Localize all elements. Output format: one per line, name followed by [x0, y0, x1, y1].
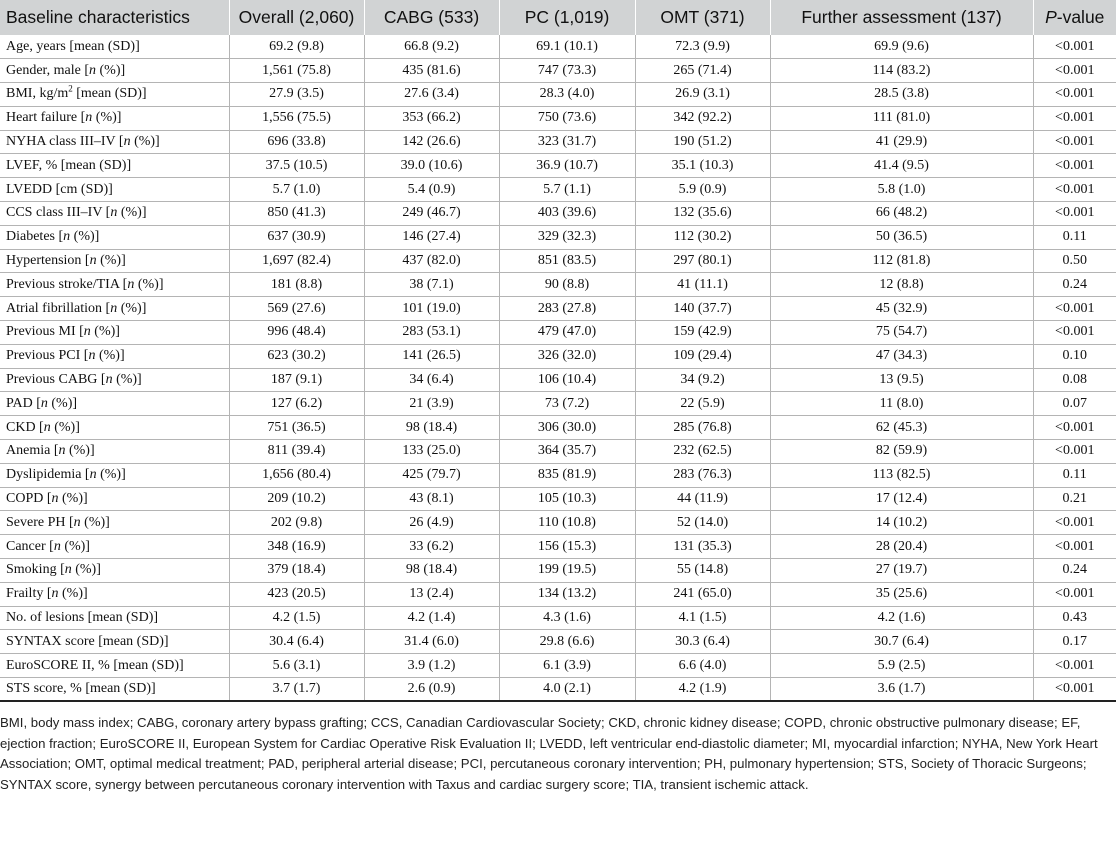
- table-row: [0, 392, 1116, 416]
- table-cell: 132 (35.6): [635, 202, 770, 226]
- row-label: Previous stroke/TIA [n (%)]: [0, 273, 229, 297]
- table-cell: 17 (12.4): [770, 487, 1033, 511]
- row-label: CCS class III–IV [n (%)]: [0, 202, 229, 226]
- table-cell: 41.4 (9.5): [770, 154, 1033, 178]
- table-cell: 11 (8.0): [770, 392, 1033, 416]
- table-row: [0, 630, 1116, 654]
- table-cell: 21 (3.9): [364, 392, 499, 416]
- table-row: [0, 344, 1116, 368]
- table-cell: 5.6 (3.1): [229, 654, 364, 678]
- table-row: [0, 106, 1116, 130]
- table-cell: 437 (82.0): [364, 249, 499, 273]
- table-cell: 43 (8.1): [364, 487, 499, 511]
- table-cell: <0.001: [1033, 297, 1116, 321]
- table-cell: 98 (18.4): [364, 416, 499, 440]
- table-cell: 27 (19.7): [770, 559, 1033, 583]
- table-cell: 30.7 (6.4): [770, 630, 1033, 654]
- table-cell: 113 (82.5): [770, 463, 1033, 487]
- table-cell: 66 (48.2): [770, 202, 1033, 226]
- table-cell: 4.0 (2.1): [499, 678, 635, 702]
- table-row: [0, 321, 1116, 345]
- header-row: [0, 0, 1116, 35]
- row-label: Previous PCI [n (%)]: [0, 344, 229, 368]
- table-cell: <0.001: [1033, 582, 1116, 606]
- table-cell: 285 (76.8): [635, 416, 770, 440]
- table-footnote: BMI, body mass index; CABG, coronary artery bypass grafting; CCS, Canadian Cardiovascular Society; CKD, chronic kidney disease; COPD, chronic obstructive pulmonary disease; EF, ejection fraction; EuroSCORE II, European System for Cardiac Operative Risk Evaluation II; LVEDD, left ventricular end-diastolic diameter; MI, myocardial infarction; NYHA, New York Heart Association; OMT, optimal medical treatment; PAD, peripheral arterial disease; PCI, percutaneous coronary intervention; PH, pulmonary hypertension; STS, Society of Thoracic Surgeons; SYNTAX score, synergy between percutaneous coronary intervention with Taxus and cardiac surgery score; TIA, transient ischemic attack.: [0, 715, 1098, 792]
- table-row: [0, 606, 1116, 630]
- table-cell: 5.9 (0.9): [635, 178, 770, 202]
- table-cell: 5.8 (1.0): [770, 178, 1033, 202]
- table-row: [0, 297, 1116, 321]
- row-label: COPD [n (%)]: [0, 487, 229, 511]
- table-cell: 156 (15.3): [499, 535, 635, 559]
- table-cell: 35.1 (10.3): [635, 154, 770, 178]
- table-cell: 112 (81.8): [770, 249, 1033, 273]
- table-cell: 0.10: [1033, 344, 1116, 368]
- table-cell: 323 (31.7): [499, 130, 635, 154]
- table-cell: 34 (6.4): [364, 368, 499, 392]
- table-cell: 249 (46.7): [364, 202, 499, 226]
- table-cell: 0.24: [1033, 273, 1116, 297]
- table-cell: 4.3 (1.6): [499, 606, 635, 630]
- table-cell: 283 (27.8): [499, 297, 635, 321]
- header-omt: OMT (371): [635, 0, 770, 35]
- table-cell: 75 (54.7): [770, 321, 1033, 345]
- table-row: [0, 225, 1116, 249]
- row-label: Cancer [n (%)]: [0, 535, 229, 559]
- row-label: LVEDD [cm (SD)]: [0, 178, 229, 202]
- table-cell: 283 (76.3): [635, 463, 770, 487]
- table-row: [0, 35, 1116, 59]
- table-cell: 835 (81.9): [499, 463, 635, 487]
- table-cell: 232 (62.5): [635, 440, 770, 464]
- table-cell: 0.08: [1033, 368, 1116, 392]
- table-cell: 3.9 (1.2): [364, 654, 499, 678]
- table-cell: 4.2 (1.5): [229, 606, 364, 630]
- table-row: [0, 273, 1116, 297]
- table-cell: 44 (11.9): [635, 487, 770, 511]
- row-label: Frailty [n (%)]: [0, 582, 229, 606]
- table-row: [0, 582, 1116, 606]
- row-label: Severe PH [n (%)]: [0, 511, 229, 535]
- table-cell: 26 (4.9): [364, 511, 499, 535]
- table-row: [0, 83, 1116, 107]
- header-pc: PC (1,019): [499, 0, 635, 35]
- table-cell: 751 (36.5): [229, 416, 364, 440]
- table-cell: <0.001: [1033, 440, 1116, 464]
- table-cell: 66.8 (9.2): [364, 35, 499, 59]
- table-cell: 4.2 (1.6): [770, 606, 1033, 630]
- table-cell: 0.17: [1033, 630, 1116, 654]
- table-cell: <0.001: [1033, 535, 1116, 559]
- table-cell: 569 (27.6): [229, 297, 364, 321]
- table-row: [0, 487, 1116, 511]
- table-row: [0, 368, 1116, 392]
- table-cell: 329 (32.3): [499, 225, 635, 249]
- table-cell: 131 (35.3): [635, 535, 770, 559]
- table-cell: <0.001: [1033, 83, 1116, 107]
- table-cell: 479 (47.0): [499, 321, 635, 345]
- table-row: [0, 202, 1116, 226]
- table-cell: 2.6 (0.9): [364, 678, 499, 702]
- table-cell: 5.4 (0.9): [364, 178, 499, 202]
- table-cell: 55 (14.8): [635, 559, 770, 583]
- table-cell: 27.6 (3.4): [364, 83, 499, 107]
- table-cell: 811 (39.4): [229, 440, 364, 464]
- table-cell: 72.3 (9.9): [635, 35, 770, 59]
- table-cell: 0.50: [1033, 249, 1116, 273]
- row-label: Hypertension [n (%)]: [0, 249, 229, 273]
- table-cell: 6.1 (3.9): [499, 654, 635, 678]
- row-label: STS score, % [mean (SD)]: [0, 678, 229, 702]
- table-row: [0, 249, 1116, 273]
- table-cell: 38 (7.1): [364, 273, 499, 297]
- table-cell: 851 (83.5): [499, 249, 635, 273]
- table-cell: <0.001: [1033, 59, 1116, 83]
- table-cell: 101 (19.0): [364, 297, 499, 321]
- table-cell: 22 (5.9): [635, 392, 770, 416]
- table-cell: 73 (7.2): [499, 392, 635, 416]
- table-cell: 69.9 (9.6): [770, 35, 1033, 59]
- table-cell: 265 (71.4): [635, 59, 770, 83]
- table-cell: 50 (36.5): [770, 225, 1033, 249]
- table-cell: 110 (10.8): [499, 511, 635, 535]
- row-label: PAD [n (%)]: [0, 392, 229, 416]
- table-cell: 105 (10.3): [499, 487, 635, 511]
- table-cell: 28 (20.4): [770, 535, 1033, 559]
- header-p-value: P-value: [1033, 0, 1116, 35]
- table-cell: <0.001: [1033, 654, 1116, 678]
- table-cell: 111 (81.0): [770, 106, 1033, 130]
- table-cell: 39.0 (10.6): [364, 154, 499, 178]
- table-cell: <0.001: [1033, 178, 1116, 202]
- table-cell: 106 (10.4): [499, 368, 635, 392]
- row-label: Atrial fibrillation [n (%)]: [0, 297, 229, 321]
- row-label: Age, years [mean (SD)]: [0, 35, 229, 59]
- table-cell: 4.2 (1.9): [635, 678, 770, 702]
- table-cell: 1,697 (82.4): [229, 249, 364, 273]
- table-cell: 112 (30.2): [635, 225, 770, 249]
- table-cell: 141 (26.5): [364, 344, 499, 368]
- table-cell: 435 (81.6): [364, 59, 499, 83]
- table-cell: 747 (73.3): [499, 59, 635, 83]
- table-cell: 1,556 (75.5): [229, 106, 364, 130]
- table-cell: 5.7 (1.1): [499, 178, 635, 202]
- table-cell: 140 (37.7): [635, 297, 770, 321]
- table-cell: 159 (42.9): [635, 321, 770, 345]
- table-row: [0, 59, 1116, 83]
- table-cell: 3.6 (1.7): [770, 678, 1033, 702]
- table-cell: 30.4 (6.4): [229, 630, 364, 654]
- table-cell: 47 (34.3): [770, 344, 1033, 368]
- table-row: [0, 678, 1116, 702]
- table-cell: 62 (45.3): [770, 416, 1033, 440]
- row-label: NYHA class III–IV [n (%)]: [0, 130, 229, 154]
- table-cell: 4.2 (1.4): [364, 606, 499, 630]
- table-cell: 27.9 (3.5): [229, 83, 364, 107]
- table-cell: 5.7 (1.0): [229, 178, 364, 202]
- table-row: [0, 178, 1116, 202]
- table-cell: <0.001: [1033, 202, 1116, 226]
- table-cell: 199 (19.5): [499, 559, 635, 583]
- table-cell: <0.001: [1033, 130, 1116, 154]
- table-cell: <0.001: [1033, 511, 1116, 535]
- table-cell: <0.001: [1033, 35, 1116, 59]
- table-cell: 306 (30.0): [499, 416, 635, 440]
- table-cell: 28.3 (4.0): [499, 83, 635, 107]
- table-cell: 14 (10.2): [770, 511, 1033, 535]
- table-row: [0, 654, 1116, 678]
- table-row: [0, 154, 1116, 178]
- table-cell: 36.9 (10.7): [499, 154, 635, 178]
- row-label: SYNTAX score [mean (SD)]: [0, 630, 229, 654]
- table-cell: 353 (66.2): [364, 106, 499, 130]
- table-body: [0, 35, 1116, 701]
- row-label: No. of lesions [mean (SD)]: [0, 606, 229, 630]
- table-cell: 348 (16.9): [229, 535, 364, 559]
- table-cell: 4.1 (1.5): [635, 606, 770, 630]
- table-cell: <0.001: [1033, 321, 1116, 345]
- header-overall: Overall (2,060): [229, 0, 364, 35]
- table-cell: 0.07: [1033, 392, 1116, 416]
- table-row: [0, 463, 1116, 487]
- table-cell: <0.001: [1033, 678, 1116, 702]
- table-cell: 283 (53.1): [364, 321, 499, 345]
- table-cell: 34 (9.2): [635, 368, 770, 392]
- table-cell: <0.001: [1033, 106, 1116, 130]
- table-cell: 41 (11.1): [635, 273, 770, 297]
- row-label: CKD [n (%)]: [0, 416, 229, 440]
- table-cell: 134 (13.2): [499, 582, 635, 606]
- table-cell: 69.1 (10.1): [499, 35, 635, 59]
- table-cell: 133 (25.0): [364, 440, 499, 464]
- table-cell: 13 (2.4): [364, 582, 499, 606]
- row-label: Heart failure [n (%)]: [0, 106, 229, 130]
- table-row: [0, 130, 1116, 154]
- table-cell: 364 (35.7): [499, 440, 635, 464]
- row-label: EuroSCORE II, % [mean (SD)]: [0, 654, 229, 678]
- table-cell: 403 (39.6): [499, 202, 635, 226]
- table-cell: 69.2 (9.8): [229, 35, 364, 59]
- row-label: Previous CABG [n (%)]: [0, 368, 229, 392]
- table-cell: 146 (27.4): [364, 225, 499, 249]
- header-further-assessment: Further assessment (137): [770, 0, 1033, 35]
- row-label: Anemia [n (%)]: [0, 440, 229, 464]
- table-row: [0, 440, 1116, 464]
- table-cell: 13 (9.5): [770, 368, 1033, 392]
- row-label: Previous MI [n (%)]: [0, 321, 229, 345]
- table-cell: 114 (83.2): [770, 59, 1033, 83]
- table-cell: 6.6 (4.0): [635, 654, 770, 678]
- table-cell: 241 (65.0): [635, 582, 770, 606]
- table-cell: 142 (26.6): [364, 130, 499, 154]
- table-cell: 696 (33.8): [229, 130, 364, 154]
- row-label: Diabetes [n (%)]: [0, 225, 229, 249]
- table-cell: 637 (30.9): [229, 225, 364, 249]
- table-row: [0, 559, 1116, 583]
- table-cell: 379 (18.4): [229, 559, 364, 583]
- table-cell: 41 (29.9): [770, 130, 1033, 154]
- table-cell: 297 (80.1): [635, 249, 770, 273]
- table-cell: 52 (14.0): [635, 511, 770, 535]
- table-cell: 326 (32.0): [499, 344, 635, 368]
- table-cell: <0.001: [1033, 416, 1116, 440]
- table-cell: 5.9 (2.5): [770, 654, 1033, 678]
- table-cell: 425 (79.7): [364, 463, 499, 487]
- table-cell: <0.001: [1033, 154, 1116, 178]
- table-cell: 127 (6.2): [229, 392, 364, 416]
- table-cell: 0.11: [1033, 225, 1116, 249]
- table-cell: 209 (10.2): [229, 487, 364, 511]
- table-cell: 28.5 (3.8): [770, 83, 1033, 107]
- table-cell: 1,561 (75.8): [229, 59, 364, 83]
- table-cell: 190 (51.2): [635, 130, 770, 154]
- row-label: BMI, $kg/m^2$ [mean (SD)]: [0, 83, 229, 107]
- table-cell: 12 (8.8): [770, 273, 1033, 297]
- table-cell: 29.8 (6.6): [499, 630, 635, 654]
- table-cell: 0.43: [1033, 606, 1116, 630]
- table-cell: 90 (8.8): [499, 273, 635, 297]
- table-cell: 109 (29.4): [635, 344, 770, 368]
- table-cell: 98 (18.4): [364, 559, 499, 583]
- table-row: [0, 416, 1116, 440]
- table-cell: 187 (9.1): [229, 368, 364, 392]
- table-cell: 26.9 (3.1): [635, 83, 770, 107]
- table-cell: 342 (92.2): [635, 106, 770, 130]
- table-cell: 181 (8.8): [229, 273, 364, 297]
- table-cell: 30.3 (6.4): [635, 630, 770, 654]
- table-cell: 1,656 (80.4): [229, 463, 364, 487]
- table-cell: 202 (9.8): [229, 511, 364, 535]
- table-cell: 31.4 (6.0): [364, 630, 499, 654]
- header-baseline-characteristics: Baseline characteristics: [0, 0, 229, 35]
- table-row: [0, 535, 1116, 559]
- table-cell: 3.7 (1.7): [229, 678, 364, 702]
- row-label: Gender, male [n (%)]: [0, 59, 229, 83]
- table-cell: 0.11: [1033, 463, 1116, 487]
- table-cell: 33 (6.2): [364, 535, 499, 559]
- table-cell: 82 (59.9): [770, 440, 1033, 464]
- table-cell: 750 (73.6): [499, 106, 635, 130]
- table-cell: 850 (41.3): [229, 202, 364, 226]
- table-cell: 45 (32.9): [770, 297, 1033, 321]
- table-cell: 0.24: [1033, 559, 1116, 583]
- row-label: Dyslipidemia [n (%)]: [0, 463, 229, 487]
- table-cell: 35 (25.6): [770, 582, 1033, 606]
- table-row: [0, 511, 1116, 535]
- table-cell: 423 (20.5): [229, 582, 364, 606]
- table-cell: 37.5 (10.5): [229, 154, 364, 178]
- header-cabg: CABG (533): [364, 0, 499, 35]
- row-label: Smoking [n (%)]: [0, 559, 229, 583]
- table-cell: 0.21: [1033, 487, 1116, 511]
- row-label: LVEF, % [mean (SD)]: [0, 154, 229, 178]
- table-cell: 623 (30.2): [229, 344, 364, 368]
- table-cell: 996 (48.4): [229, 321, 364, 345]
